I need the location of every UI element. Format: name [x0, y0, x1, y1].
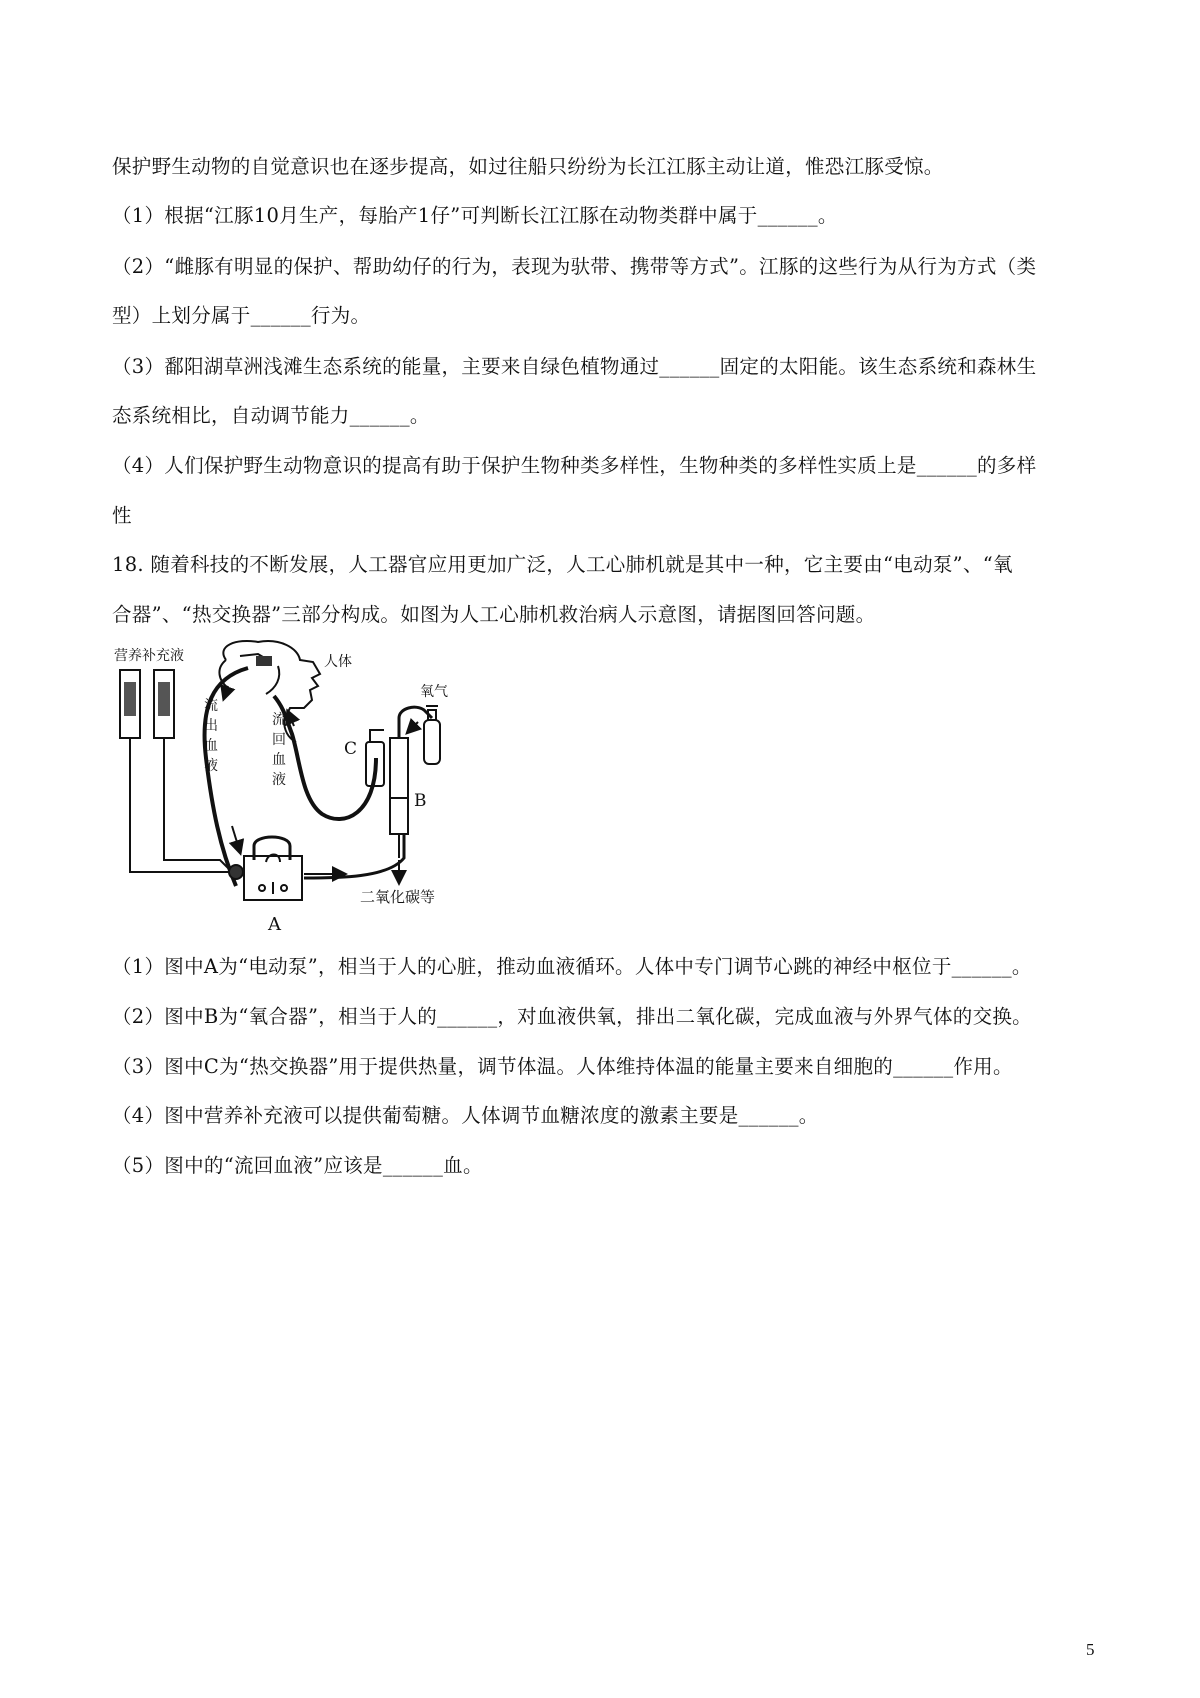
label-return-1: 流	[272, 712, 286, 728]
pump-to-oxygenator-tube	[304, 834, 404, 878]
q17-sub2-line2: 型）上划分属于______行为。	[112, 304, 371, 327]
oxygen-cylinder	[424, 706, 440, 764]
label-outflow-1: 流	[204, 698, 218, 714]
q17-sub2-line1: （2）“雌豚有明显的保护、帮助幼仔的行为，表现为驮带、携带等方式”。江豚的这些行为从行为方式（类	[112, 255, 1037, 278]
electric-pump-a	[229, 837, 302, 900]
intro-line: 保护野生动物的自觉意识也在逐步提高，如过往船只纷纷为长江江豚主动让道，惟恐江豚受惊。	[112, 155, 944, 178]
q18-sub1: （1）图中A为“电动泵”，相当于人的心脏，推动血液循环。人体中专门调节心跳的神经中枢位于______。	[112, 955, 1032, 978]
flow-arrow-out-top	[224, 686, 228, 698]
label-oxygen: 氧气	[420, 684, 448, 700]
oxygen-inflow-arrow	[408, 722, 418, 732]
q18-sub4: （4）图中营养补充液可以提供葡萄糖。人体调节血糖浓度的激素主要是______。	[112, 1104, 819, 1127]
label-body: 人体	[324, 654, 352, 670]
q18-sub2: （2）图中B为“氧合器”，相当于人的______，对血液供氧，排出二氧化碳，完成血液与外界气体的交换。	[112, 1005, 1032, 1028]
label-nutrient: 营养补充液	[114, 648, 184, 664]
page-number: 5	[1086, 1640, 1095, 1659]
flow-arrow-out-bottom	[232, 826, 240, 852]
label-outflow-4: 液	[204, 758, 218, 774]
q18-sub5: （5）图中的“流回血液”应该是______血。	[112, 1154, 483, 1177]
label-co2: 二氧化碳等	[360, 888, 436, 906]
q18-sub3: （3）图中C为“热交换器”用于提供热量，调节体温。人体维持体温的能量主要来自细胞的______作用。	[112, 1055, 1013, 1078]
label-c: C	[344, 739, 358, 759]
q18-stem-line2: 合器”、“热交换器”三部分构成。如图为人工心肺机救治病人示意图，请据图回答问题。	[112, 603, 876, 626]
q17-sub1: （1）根据“江豚10月生产，每胎产1仔”可判断长江江豚在动物类群中属于______。	[112, 204, 838, 227]
label-outflow-2: 出	[204, 718, 218, 734]
label-b: B	[414, 791, 427, 811]
q17-sub3-line2: 态系统相比，自动调节能力______。	[112, 404, 430, 427]
human-body-illustration	[219, 641, 320, 742]
label-return-2: 回	[272, 732, 286, 748]
q18-stem-line1: 18. 随着科技的不断发展，人工器官应用更加广泛，人工心肺机就是其中一种，它主要由“电动泵”、“氧	[112, 553, 1013, 576]
q17-sub3-line1: （3）鄱阳湖草洲浅滩生态系统的能量，主要来自绿色植物通过______固定的太阳能。该生态系统和森林生	[112, 355, 1037, 378]
label-return-4: 液	[272, 772, 286, 788]
label-outflow-3: 血	[204, 738, 218, 754]
heart-lung-machine-diagram	[108, 638, 488, 940]
q17-sub4-line1: （4）人们保护野生动物意识的提高有助于保护生物种类多样性，生物种类的多样性实质上是______的多样	[112, 454, 1037, 477]
label-return-3: 血	[272, 752, 286, 768]
label-a: A	[268, 914, 281, 935]
q17-sub4-line2: 性	[112, 504, 132, 527]
heart-lung-machine-figure	[108, 638, 488, 940]
